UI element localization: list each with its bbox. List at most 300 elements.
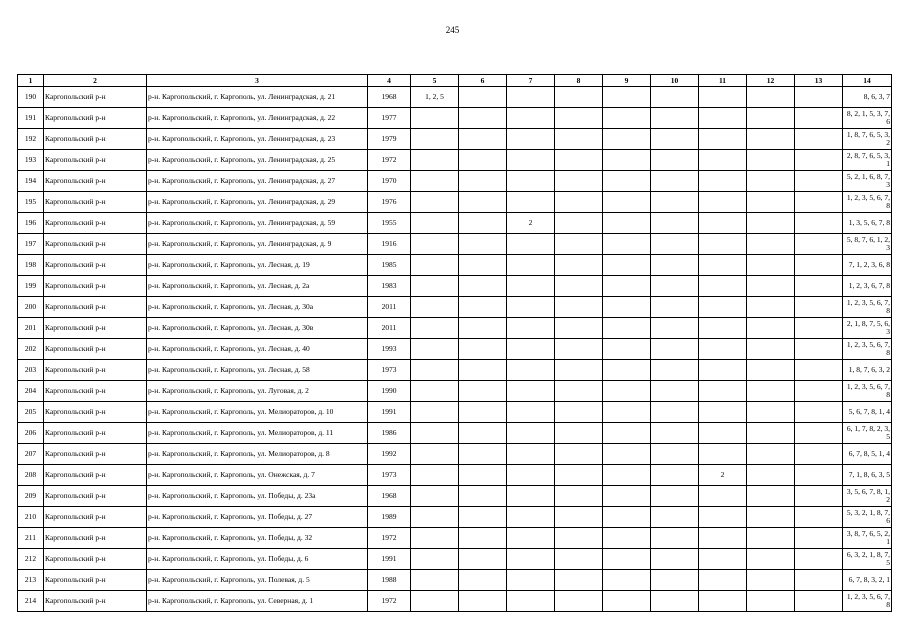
year-cell: 1973: [368, 465, 411, 486]
table-row: [18, 486, 892, 507]
col-5-cell: [411, 507, 459, 528]
row-number: 207: [18, 444, 44, 465]
col-9-cell: [603, 591, 651, 612]
address-cell: р-н. Каргопольский, г. Каргополь, ул. Мелиораторов, д. 10: [147, 402, 368, 423]
col-12-cell: [747, 276, 795, 297]
col-5-cell: [411, 318, 459, 339]
row-number: 194: [18, 171, 44, 192]
col-11-cell: [699, 360, 747, 381]
col-12-cell: [747, 339, 795, 360]
col-14-cell: 6, 3, 2, 1, 8, 7, 5: [843, 549, 892, 570]
address-cell: р-н. Каргопольский, г. Каргополь, ул. Мелиораторов, д. 8: [147, 444, 368, 465]
table-row: [18, 297, 892, 318]
district-cell: Каргопольский р-н: [44, 528, 147, 549]
col-9-cell: [603, 255, 651, 276]
col-11-cell: [699, 444, 747, 465]
col-10-cell: [651, 171, 699, 192]
year-cell: 1992: [368, 444, 411, 465]
col-13-cell: [795, 402, 843, 423]
year-cell: 1985: [368, 255, 411, 276]
address-cell: р-н. Каргопольский, г. Каргополь, ул. Ленинградская, д. 9: [147, 234, 368, 255]
col-11-cell: 2: [699, 465, 747, 486]
address-cell: р-н. Каргопольский, г. Каргополь, ул. Ленинградская, д. 22: [147, 108, 368, 129]
col-13-cell: [795, 150, 843, 171]
col-12-cell: [747, 507, 795, 528]
col-5-cell: [411, 444, 459, 465]
address-cell: р-н. Каргопольский, г. Каргополь, ул. Лесная, д. 2а: [147, 276, 368, 297]
col-13-cell: [795, 108, 843, 129]
table-row: [18, 528, 892, 549]
col-8-cell: [555, 591, 603, 612]
col-7-cell: [507, 171, 555, 192]
col-11-cell: [699, 381, 747, 402]
col-13-cell: [795, 192, 843, 213]
year-cell: 1972: [368, 591, 411, 612]
year-cell: 1916: [368, 234, 411, 255]
col-8-cell: [555, 192, 603, 213]
col-7-cell: [507, 486, 555, 507]
column-header-6: 6: [459, 75, 507, 87]
col-11-cell: [699, 234, 747, 255]
year-cell: 2011: [368, 318, 411, 339]
col-11-cell: [699, 255, 747, 276]
col-7-cell: [507, 570, 555, 591]
col-8-cell: [555, 213, 603, 234]
district-cell: Каргопольский р-н: [44, 234, 147, 255]
table-row: [18, 402, 892, 423]
district-cell: Каргопольский р-н: [44, 486, 147, 507]
col-5-cell: [411, 171, 459, 192]
col-9-cell: [603, 150, 651, 171]
year-cell: 1979: [368, 129, 411, 150]
col-11-cell: [699, 570, 747, 591]
col-7-cell: [507, 381, 555, 402]
col-5-cell: [411, 108, 459, 129]
year-cell: 1976: [368, 192, 411, 213]
row-number: 191: [18, 108, 44, 129]
table-row: [18, 255, 892, 276]
district-cell: Каргопольский р-н: [44, 171, 147, 192]
district-cell: Каргопольский р-н: [44, 381, 147, 402]
col-11-cell: [699, 192, 747, 213]
address-cell: р-н. Каргопольский, г. Каргополь, ул. Ленинградская, д. 23: [147, 129, 368, 150]
col-14-cell: 7, 1, 8, 6, 3, 5: [843, 465, 892, 486]
col-10-cell: [651, 87, 699, 108]
row-number: 205: [18, 402, 44, 423]
column-header-1: 1: [18, 75, 44, 87]
row-number: 212: [18, 549, 44, 570]
district-cell: Каргопольский р-н: [44, 360, 147, 381]
col-13-cell: [795, 591, 843, 612]
district-cell: Каргопольский р-н: [44, 108, 147, 129]
year-cell: 1973: [368, 360, 411, 381]
col-14-cell: 2, 8, 7, 6, 5, 3, 1: [843, 150, 892, 171]
district-cell: Каргопольский р-н: [44, 150, 147, 171]
col-9-cell: [603, 213, 651, 234]
col-14-cell: 6, 7, 8, 5, 1, 4: [843, 444, 892, 465]
col-6-cell: [459, 297, 507, 318]
year-cell: 1991: [368, 402, 411, 423]
address-cell: р-н. Каргопольский, г. Каргополь, ул. Лесная, д. 40: [147, 339, 368, 360]
col-11-cell: [699, 591, 747, 612]
address-cell: р-н. Каргопольский, г. Каргополь, ул. Северная, д. 1: [147, 591, 368, 612]
col-8-cell: [555, 150, 603, 171]
col-12-cell: [747, 213, 795, 234]
col-10-cell: [651, 129, 699, 150]
col-7-cell: [507, 129, 555, 150]
col-5-cell: [411, 486, 459, 507]
col-5-cell: 1, 2, 5: [411, 87, 459, 108]
col-6-cell: [459, 234, 507, 255]
col-7-cell: [507, 297, 555, 318]
table-body: [18, 87, 892, 612]
col-14-cell: 1, 2, 3, 6, 7, 8: [843, 276, 892, 297]
year-cell: 1977: [368, 108, 411, 129]
table-row: [18, 444, 892, 465]
col-8-cell: [555, 87, 603, 108]
row-number: 206: [18, 423, 44, 444]
col-14-cell: 8, 6, 3, 7: [843, 87, 892, 108]
col-13-cell: [795, 318, 843, 339]
col-14-cell: 1, 8, 7, 6, 5, 3, 2: [843, 129, 892, 150]
col-11-cell: [699, 171, 747, 192]
col-8-cell: [555, 108, 603, 129]
col-6-cell: [459, 444, 507, 465]
table-row: [18, 108, 892, 129]
col-12-cell: [747, 486, 795, 507]
table-row: [18, 318, 892, 339]
year-cell: 1990: [368, 381, 411, 402]
address-cell: р-н. Каргопольский, г. Каргополь, ул. Ленинградская, д. 25: [147, 150, 368, 171]
year-cell: 1983: [368, 276, 411, 297]
col-10-cell: [651, 591, 699, 612]
col-7-cell: [507, 402, 555, 423]
row-number: 214: [18, 591, 44, 612]
year-cell: 1955: [368, 213, 411, 234]
col-9-cell: [603, 276, 651, 297]
col-7-cell: [507, 591, 555, 612]
col-13-cell: [795, 507, 843, 528]
col-5-cell: [411, 549, 459, 570]
col-8-cell: [555, 339, 603, 360]
col-14-cell: 1, 8, 7, 6, 3, 2: [843, 360, 892, 381]
col-8-cell: [555, 255, 603, 276]
col-9-cell: [603, 129, 651, 150]
column-header-13: 13: [795, 75, 843, 87]
col-7-cell: [507, 192, 555, 213]
col-5-cell: [411, 129, 459, 150]
col-9-cell: [603, 549, 651, 570]
table-row: [18, 381, 892, 402]
col-14-cell: 3, 8, 7, 6, 5, 2, 1: [843, 528, 892, 549]
col-6-cell: [459, 360, 507, 381]
col-12-cell: [747, 591, 795, 612]
col-9-cell: [603, 360, 651, 381]
district-cell: Каргопольский р-н: [44, 213, 147, 234]
row-number: 190: [18, 87, 44, 108]
col-7-cell: [507, 108, 555, 129]
col-9-cell: [603, 402, 651, 423]
col-11-cell: [699, 150, 747, 171]
row-number: 197: [18, 234, 44, 255]
col-10-cell: [651, 192, 699, 213]
col-6-cell: [459, 213, 507, 234]
col-7-cell: [507, 528, 555, 549]
col-10-cell: [651, 528, 699, 549]
col-8-cell: [555, 129, 603, 150]
table-row: [18, 192, 892, 213]
col-7-cell: [507, 150, 555, 171]
col-9-cell: [603, 192, 651, 213]
table-row: [18, 465, 892, 486]
col-7-cell: [507, 423, 555, 444]
col-6-cell: [459, 423, 507, 444]
col-5-cell: [411, 234, 459, 255]
column-header-3: 3: [147, 75, 368, 87]
district-cell: Каргопольский р-н: [44, 465, 147, 486]
col-7-cell: [507, 276, 555, 297]
col-10-cell: [651, 486, 699, 507]
table-row: [18, 423, 892, 444]
col-9-cell: [603, 465, 651, 486]
district-cell: Каргопольский р-н: [44, 318, 147, 339]
col-10-cell: [651, 339, 699, 360]
col-14-cell: 5, 2, 1, 6, 8, 7, 3: [843, 171, 892, 192]
col-14-cell: 1, 2, 3, 5, 6, 7, 8: [843, 297, 892, 318]
col-11-cell: [699, 297, 747, 318]
col-7-cell: [507, 318, 555, 339]
col-8-cell: [555, 465, 603, 486]
col-13-cell: [795, 255, 843, 276]
year-cell: 1986: [368, 423, 411, 444]
col-8-cell: [555, 507, 603, 528]
col-12-cell: [747, 192, 795, 213]
col-10-cell: [651, 549, 699, 570]
col-5-cell: [411, 255, 459, 276]
table-row: [18, 171, 892, 192]
col-6-cell: [459, 129, 507, 150]
col-6-cell: [459, 549, 507, 570]
col-11-cell: [699, 108, 747, 129]
col-10-cell: [651, 276, 699, 297]
column-header-5: 5: [411, 75, 459, 87]
table-row: [18, 360, 892, 381]
col-13-cell: [795, 234, 843, 255]
col-6-cell: [459, 318, 507, 339]
col-12-cell: [747, 423, 795, 444]
col-14-cell: 3, 5, 6, 7, 8, 1, 2: [843, 486, 892, 507]
col-13-cell: [795, 549, 843, 570]
col-10-cell: [651, 465, 699, 486]
col-13-cell: [795, 423, 843, 444]
address-cell: р-н. Каргопольский, г. Каргополь, ул. Победы, д. 6: [147, 549, 368, 570]
col-8-cell: [555, 297, 603, 318]
col-5-cell: [411, 570, 459, 591]
col-10-cell: [651, 213, 699, 234]
col-14-cell: 6, 1, 7, 8, 2, 3, 5: [843, 423, 892, 444]
col-10-cell: [651, 150, 699, 171]
address-cell: р-н. Каргопольский, г. Каргополь, ул. Победы, д. 27: [147, 507, 368, 528]
row-number: 195: [18, 192, 44, 213]
col-10-cell: [651, 570, 699, 591]
col-10-cell: [651, 507, 699, 528]
row-number: 204: [18, 381, 44, 402]
table-row: [18, 591, 892, 612]
col-8-cell: [555, 423, 603, 444]
col-12-cell: [747, 297, 795, 318]
col-7-cell: [507, 465, 555, 486]
col-6-cell: [459, 108, 507, 129]
address-cell: р-н. Каргопольский, г. Каргополь, ул. Полевая, д. 5: [147, 570, 368, 591]
col-14-cell: 1, 2, 3, 5, 6, 7, 8: [843, 381, 892, 402]
col-12-cell: [747, 360, 795, 381]
year-cell: 1989: [368, 507, 411, 528]
col-9-cell: [603, 318, 651, 339]
col-8-cell: [555, 381, 603, 402]
address-cell: р-н. Каргопольский, г. Каргополь, ул. Ленинградская, д. 27: [147, 171, 368, 192]
col-7-cell: [507, 549, 555, 570]
col-7-cell: [507, 234, 555, 255]
col-6-cell: [459, 192, 507, 213]
year-cell: 1972: [368, 528, 411, 549]
year-cell: 1991: [368, 549, 411, 570]
col-11-cell: [699, 486, 747, 507]
col-13-cell: [795, 465, 843, 486]
col-8-cell: [555, 276, 603, 297]
col-10-cell: [651, 360, 699, 381]
col-13-cell: [795, 87, 843, 108]
col-12-cell: [747, 444, 795, 465]
address-cell: р-н. Каргопольский, г. Каргополь, ул. Победы, д. 23а: [147, 486, 368, 507]
year-cell: 1968: [368, 87, 411, 108]
col-7-cell: 2: [507, 213, 555, 234]
col-10-cell: [651, 444, 699, 465]
address-cell: р-н. Каргопольский, г. Каргополь, ул. Лесная, д. 30а: [147, 297, 368, 318]
row-number: 210: [18, 507, 44, 528]
col-5-cell: [411, 276, 459, 297]
col-13-cell: [795, 444, 843, 465]
column-header-11: 11: [699, 75, 747, 87]
district-cell: Каргопольский р-н: [44, 444, 147, 465]
col-8-cell: [555, 528, 603, 549]
col-10-cell: [651, 255, 699, 276]
address-cell: р-н. Каргопольский, г. Каргополь, ул. Лесная, д. 30в: [147, 318, 368, 339]
col-11-cell: [699, 507, 747, 528]
col-9-cell: [603, 570, 651, 591]
col-14-cell: 5, 6, 7, 8, 1, 4: [843, 402, 892, 423]
column-header-8: 8: [555, 75, 603, 87]
address-cell: р-н. Каргопольский, г. Каргополь, ул. Онежская, д. 7: [147, 465, 368, 486]
col-14-cell: 7, 1, 2, 3, 6, 8: [843, 255, 892, 276]
col-11-cell: [699, 87, 747, 108]
col-12-cell: [747, 528, 795, 549]
col-9-cell: [603, 87, 651, 108]
col-12-cell: [747, 402, 795, 423]
table-row: [18, 234, 892, 255]
col-9-cell: [603, 171, 651, 192]
row-number: 213: [18, 570, 44, 591]
col-10-cell: [651, 318, 699, 339]
row-number: 211: [18, 528, 44, 549]
col-7-cell: [507, 444, 555, 465]
col-12-cell: [747, 381, 795, 402]
column-header-4: 4: [368, 75, 411, 87]
col-8-cell: [555, 570, 603, 591]
district-cell: Каргопольский р-н: [44, 402, 147, 423]
col-9-cell: [603, 297, 651, 318]
col-12-cell: [747, 150, 795, 171]
col-9-cell: [603, 381, 651, 402]
row-number: 196: [18, 213, 44, 234]
col-11-cell: [699, 129, 747, 150]
col-14-cell: 1, 2, 3, 5, 6, 7, 8: [843, 192, 892, 213]
col-8-cell: [555, 171, 603, 192]
district-cell: Каргопольский р-н: [44, 192, 147, 213]
district-cell: Каргопольский р-н: [44, 591, 147, 612]
col-13-cell: [795, 570, 843, 591]
col-6-cell: [459, 276, 507, 297]
col-10-cell: [651, 423, 699, 444]
district-cell: Каргопольский р-н: [44, 423, 147, 444]
row-number: 192: [18, 129, 44, 150]
row-number: 209: [18, 486, 44, 507]
col-6-cell: [459, 150, 507, 171]
col-8-cell: [555, 444, 603, 465]
col-6-cell: [459, 171, 507, 192]
row-number: 198: [18, 255, 44, 276]
col-11-cell: [699, 276, 747, 297]
col-14-cell: 8, 2, 1, 5, 3, 7, 6: [843, 108, 892, 129]
address-cell: р-н. Каргопольский, г. Каргополь, ул. Ленинградская, д. 59: [147, 213, 368, 234]
col-6-cell: [459, 528, 507, 549]
col-13-cell: [795, 276, 843, 297]
table-row: [18, 507, 892, 528]
year-cell: 1968: [368, 486, 411, 507]
year-cell: 1970: [368, 171, 411, 192]
col-5-cell: [411, 381, 459, 402]
col-11-cell: [699, 549, 747, 570]
district-cell: Каргопольский р-н: [44, 549, 147, 570]
col-12-cell: [747, 255, 795, 276]
table-row: [18, 213, 892, 234]
col-12-cell: [747, 108, 795, 129]
col-5-cell: [411, 402, 459, 423]
col-5-cell: [411, 213, 459, 234]
col-8-cell: [555, 360, 603, 381]
col-13-cell: [795, 360, 843, 381]
district-cell: Каргопольский р-н: [44, 129, 147, 150]
row-number: 193: [18, 150, 44, 171]
col-11-cell: [699, 213, 747, 234]
col-13-cell: [795, 213, 843, 234]
col-13-cell: [795, 528, 843, 549]
district-cell: Каргопольский р-н: [44, 570, 147, 591]
col-6-cell: [459, 255, 507, 276]
col-7-cell: [507, 87, 555, 108]
col-10-cell: [651, 297, 699, 318]
address-cell: р-н. Каргопольский, г. Каргополь, ул. Луговая, д. 2: [147, 381, 368, 402]
col-8-cell: [555, 402, 603, 423]
col-10-cell: [651, 108, 699, 129]
col-9-cell: [603, 234, 651, 255]
col-12-cell: [747, 549, 795, 570]
col-8-cell: [555, 318, 603, 339]
col-9-cell: [603, 108, 651, 129]
table-row: [18, 87, 892, 108]
col-12-cell: [747, 129, 795, 150]
col-14-cell: 2, 1, 8, 7, 5, 6, 3: [843, 318, 892, 339]
col-6-cell: [459, 486, 507, 507]
